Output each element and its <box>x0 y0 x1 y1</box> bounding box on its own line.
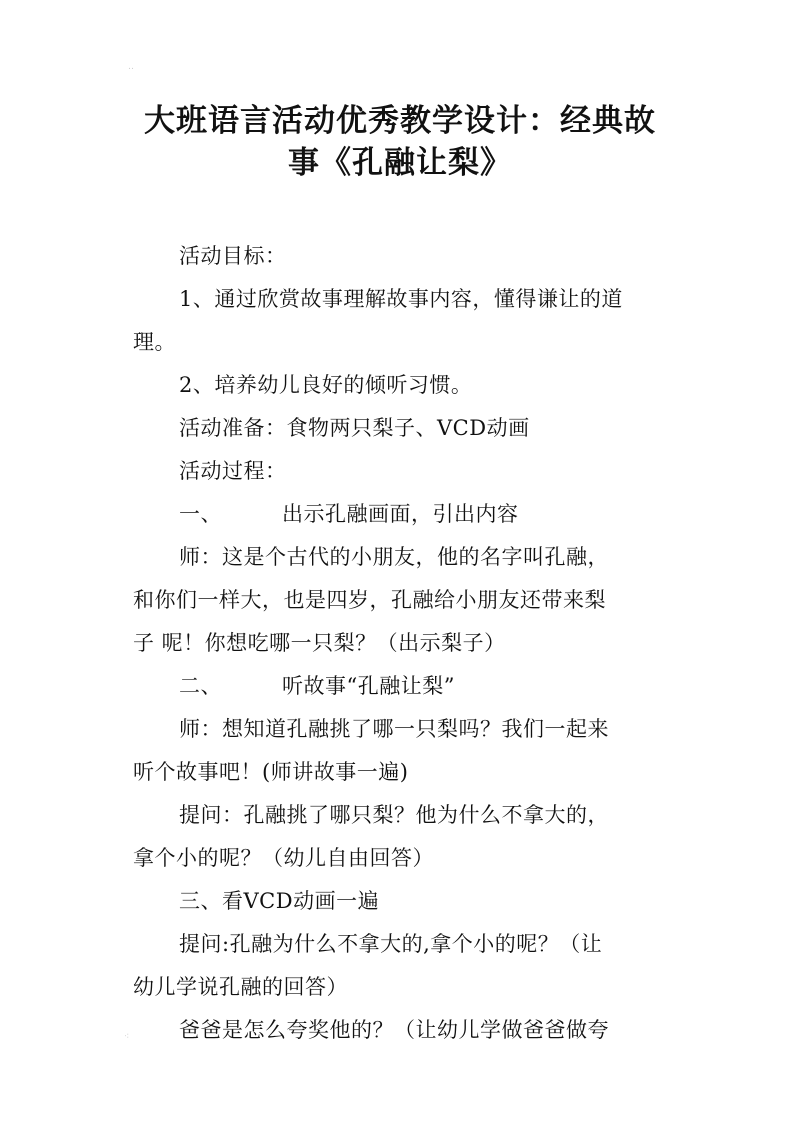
title-line-2: 事《孔融让梨》 <box>288 145 512 181</box>
paragraph: 活动过程： <box>179 459 287 483</box>
paragraph: 2、培养幼儿良好的倾听习惯。 <box>179 373 473 397</box>
section-text: 出示孔融画面，引出内容 <box>282 502 519 526</box>
section-heading <box>133 493 673 536</box>
section-text: 听故事“孔融让梨” <box>282 674 455 698</box>
paragraph: 爸爸是怎么夸奖他的？（让幼儿学做爸爸做夸 <box>179 1018 609 1042</box>
paragraph: 提问：孔融挑了哪只梨？他为什么不拿大的， 拿个小的呢？（幼儿自由回答） <box>133 803 609 870</box>
scan-mark: ‥ <box>128 62 135 72</box>
paragraph: 活动目标： <box>179 244 287 268</box>
paragraph: 师：想知道孔融挑了哪一只梨吗？我们一起来 听个故事吧！(师讲故事一遍) <box>133 717 609 784</box>
paragraph: 提问:孔融为什么不拿大的,拿个小的呢？（让 幼儿学说孔融的回答） <box>133 932 603 999</box>
title-line-1: 大班语言活动优秀教学设计：经典故 <box>144 103 656 139</box>
section-number: 一、 <box>179 502 222 526</box>
section-heading <box>133 665 673 708</box>
scan-mark: ⁖ <box>124 1032 130 1042</box>
document-body <box>133 235 673 1052</box>
paragraph: 三、看VCD动画一遍 <box>179 889 380 913</box>
paragraph: 1、通过欣赏故事理解故事内容，懂得谦让的道 理。 <box>133 287 623 354</box>
document-title <box>120 100 680 184</box>
paragraph: 师：这是个古代的小朋友，他的名字叫孔融， 和你们一样大，也是四岁，孔融给小朋友还带来梨 子 呢！你想吃哪一只梨？（出示梨子） <box>133 545 609 655</box>
section-number: 二、 <box>179 674 222 698</box>
paragraph: 活动准备：食物两只梨子、VCD动画 <box>179 416 530 440</box>
